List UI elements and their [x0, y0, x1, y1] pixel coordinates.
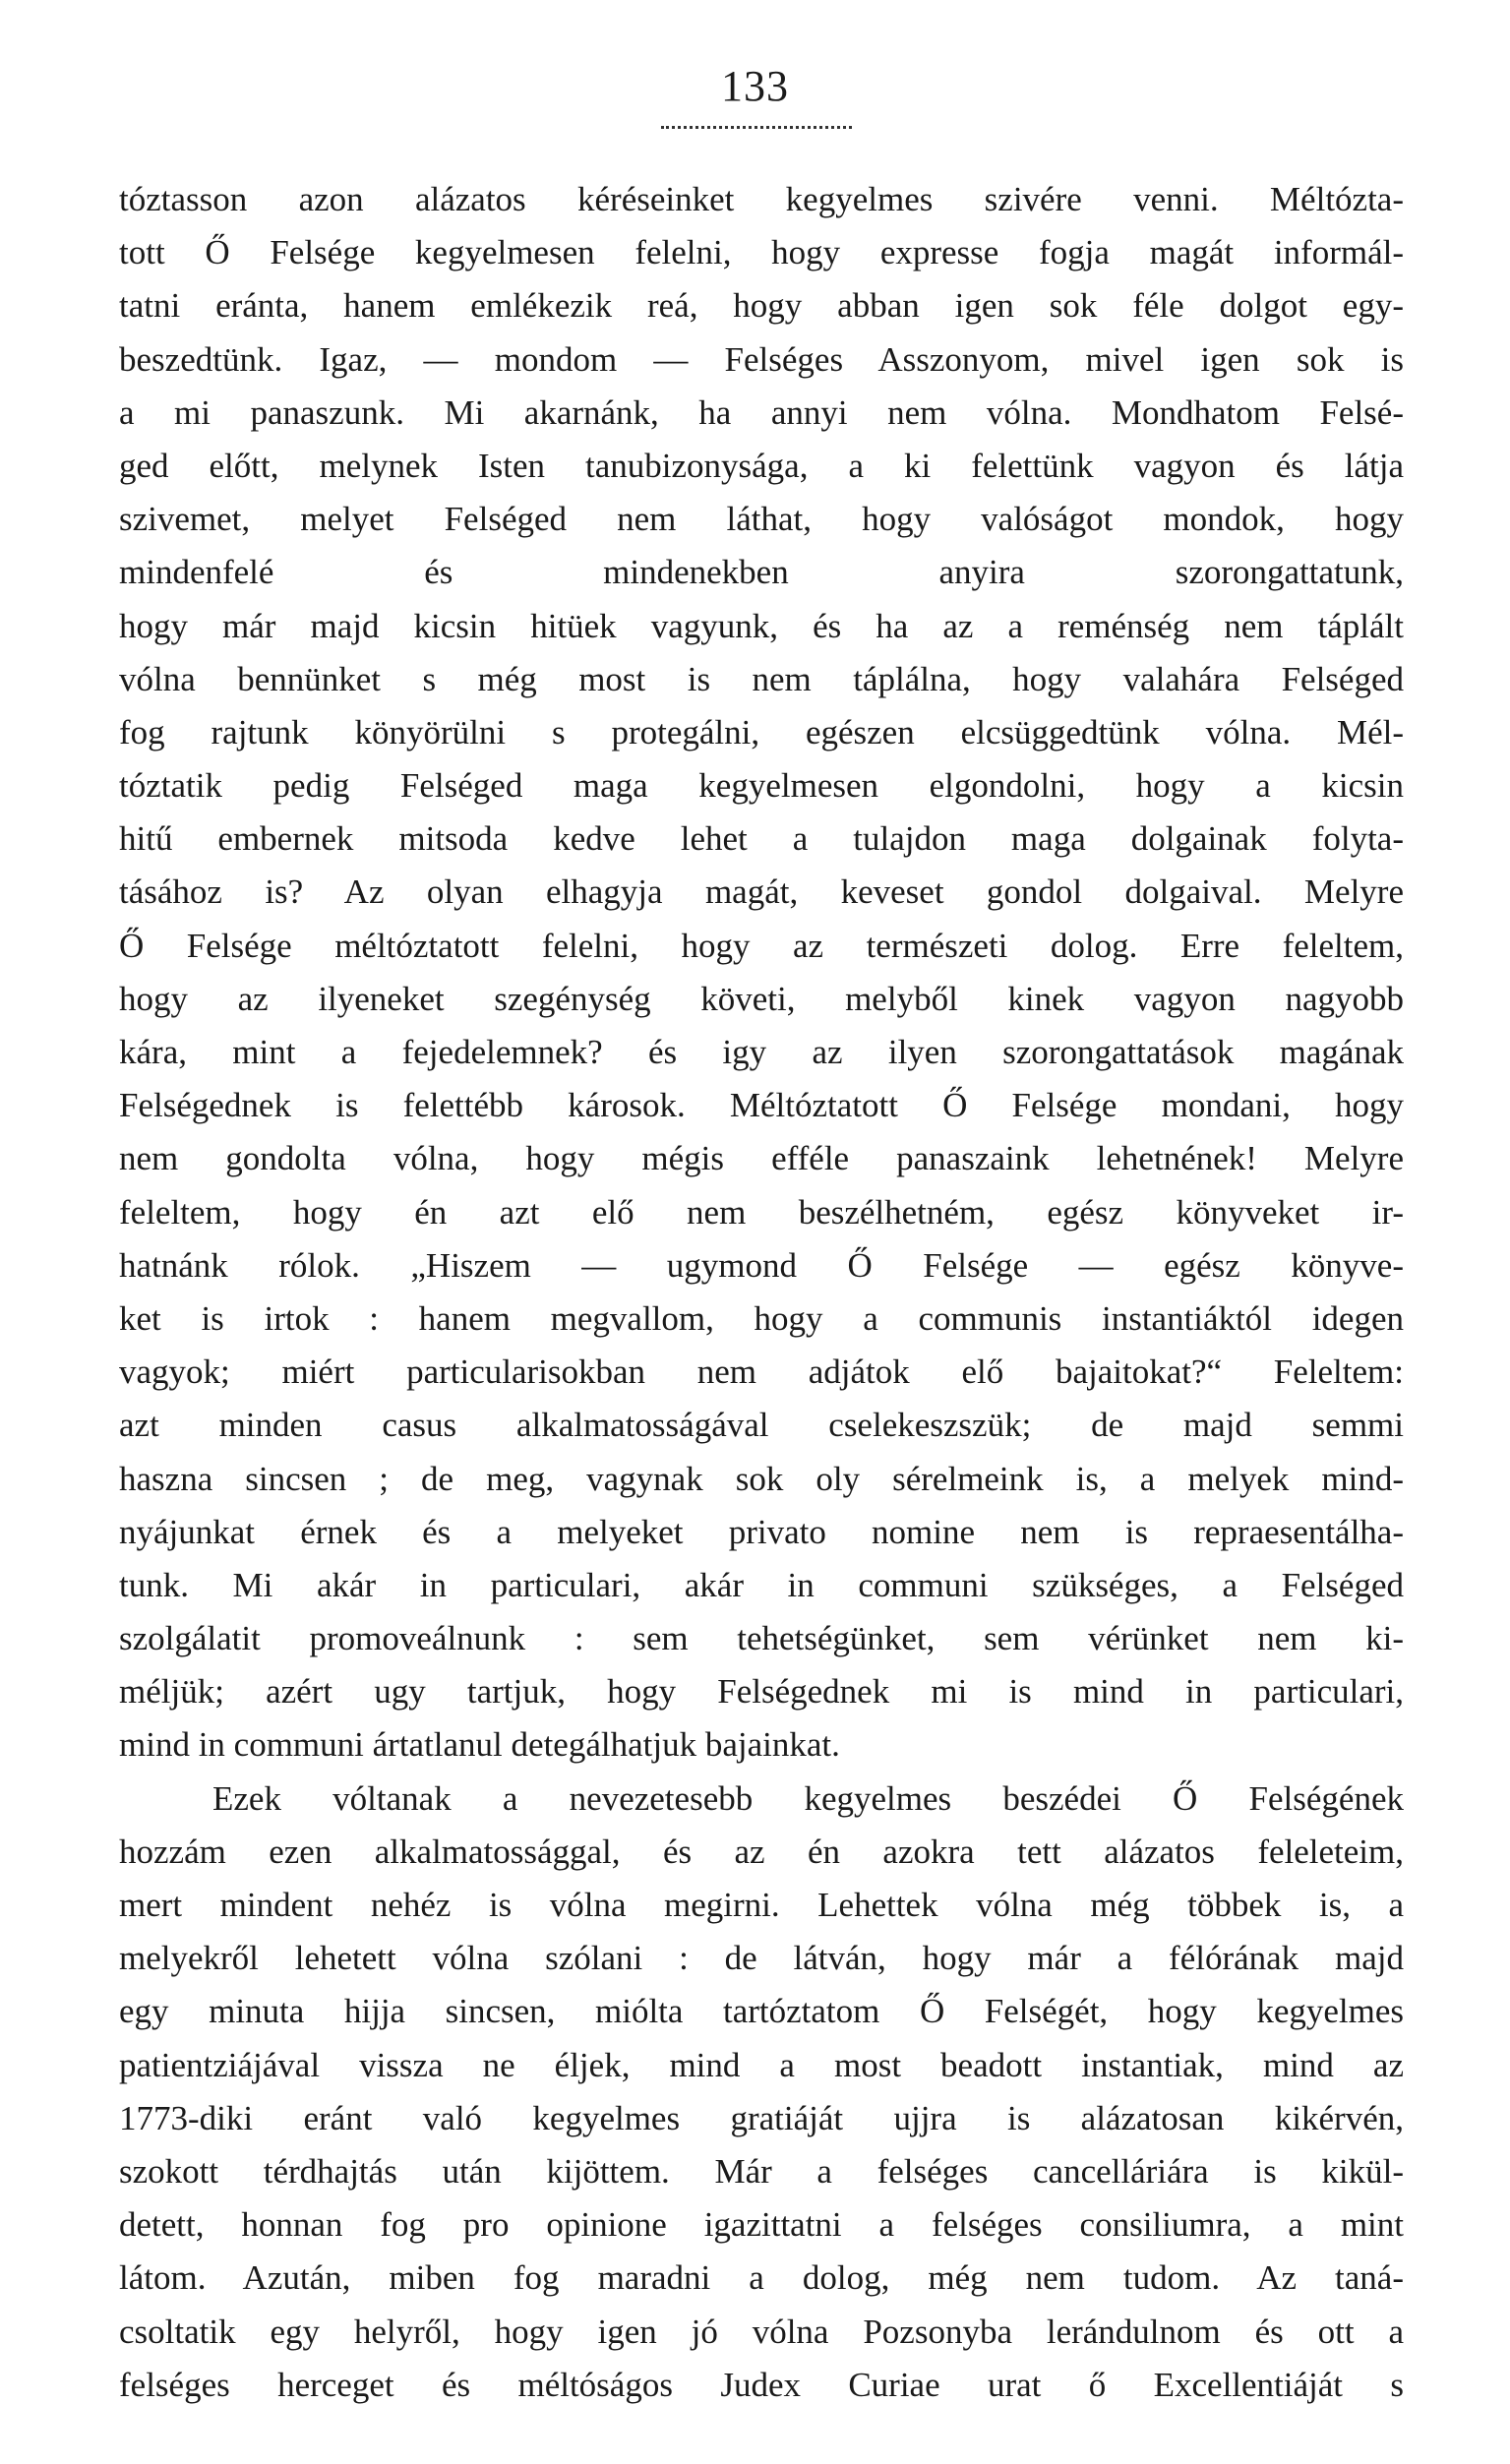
text-line: szokott térdhajtás után kijöttem. Már a felséges cancelláriára is kikül- [119, 2151, 1404, 2191]
text-line: vólna bennünket s még most is nem táplálna, hogy valahára Felséged [119, 659, 1404, 698]
text-line: feleltem, hogy én azt elő nem beszélhetném, egész könyveket ir- [119, 1192, 1404, 1232]
text-line: látom. Azután, miben fog maradni a dolog, még nem tudom. Az taná- [119, 2258, 1404, 2298]
paragraph-start-line: Ezek vóltanak a nevezetesebb kegyelmes beszédei Ő Felségének [212, 1778, 1404, 1818]
text-line: tunk. Mi akár in particulari, akár in communi szükséges, a Felséged [119, 1565, 1404, 1604]
body-text [119, 173, 1404, 2412]
paragraph-end-line: mind in communi ártatlanul detegálhatjuk bajainkat. [119, 1725, 840, 1765]
text-line: szolgálatit promoveálnunk : sem tehetségünket, sem vérünket nem ki- [119, 1619, 1404, 1658]
text-line: ket is irtok : hanem megvallom, hogy a communis instantiáktól idegen [119, 1298, 1404, 1338]
text-line: kára, mint a fejedelemnek? és igy az ilyen szorongattatások magának [119, 1033, 1404, 1071]
text-line: fog rajtunk könyörülni s protegálni, egészen elcsüggedtünk vólna. Mél- [119, 712, 1404, 751]
text-line: patientziájával vissza ne éljek, mind a most beadott instantiak, mind az [119, 2045, 1404, 2084]
text-line: Ő Felsége méltóztatott felelni, hogy az természeti dolog. Erre feleltem, [119, 926, 1404, 965]
text-line: tott Ő Felsége kegyelmesen felelni, hogy expresse fogja magát informál- [119, 233, 1404, 272]
text-line: vagyok; miért particularisokban nem adjátok elő bajaitokat?“ Feleltem: [119, 1352, 1404, 1392]
text-line: hitű embernek mitsoda kedve lehet a tulajdon maga dolgainak folyta- [119, 819, 1404, 859]
text-line: méljük; azért ugy tartjuk, hogy Felségednek mi is mind in particulari, [119, 1672, 1404, 1712]
text-line: hogy már majd kicsin hitüek vagyunk, és ha az a reménség nem táplált [119, 606, 1404, 645]
text-line: ged előtt, melynek Isten tanubizonysága, a ki felettünk vagyon és látja [119, 446, 1404, 485]
text-line: szivemet, melyet Felséged nem láthat, hogy valóságot mondok, hogy [119, 500, 1404, 539]
text-line: 1773-diki eránt való kegyelmes gratiáját ujjra is alázatosan kikérvén, [119, 2098, 1404, 2137]
text-line: tatni eránta, hanem emlékezik reá, hogy abban igen sok féle dolgot egy- [119, 286, 1404, 326]
text-line: nem gondolta vólna, hogy mégis efféle panaszaink lehetnének! Melyre [119, 1139, 1404, 1178]
text-line: a mi panaszunk. Mi akarnánk, ha annyi nem vólna. Mondhatom Felsé- [119, 392, 1404, 432]
text-line: detett, honnan fog pro opinione igazittatni a felséges consiliumra, a mint [119, 2205, 1404, 2245]
text-line: hogy az ilyeneket szegénység követi, melyből kinek vagyon nagyobb [119, 979, 1404, 1018]
text-line: tóztatik pedig Felséged maga kegyelmesen elgondolni, hogy a kicsin [119, 766, 1404, 806]
text-line: tásához is? Az olyan elhagyja magát, keveset gondol dolgaival. Melyre [119, 872, 1404, 912]
text-line: mert mindent nehéz is vólna megirni. Lehettek vólna még többek is, a [119, 1886, 1404, 1924]
text-line: csoltatik egy helyről, hogy igen jó vólna Pozsonyba lerándulnom és ott a [119, 2312, 1404, 2351]
page-number: 133 [721, 62, 789, 110]
text-line: haszna sincsen ; de meg, vagynak sok oly sérelmeink is, a melyek mind- [119, 1459, 1404, 1498]
text-line: azt minden casus alkalmatosságával cselekeszszük; de majd semmi [119, 1406, 1404, 1445]
text-line: hatnánk rólok. „Hiszem — ugymond Ő Felsége — egész könyve- [119, 1245, 1404, 1285]
text-line: Felségednek is felettébb károsok. Méltóztatott Ő Felsége mondani, hogy [119, 1086, 1404, 1125]
text-line: beszedtünk. Igaz, — mondom — Felséges Asszonyom, mivel igen sok is [119, 339, 1404, 379]
text-line: nyájunkat érnek és a melyeket privato nomine nem is repraesentálha- [119, 1512, 1404, 1551]
text-line: egy minuta hijja sincsen, miólta tartóztatom Ő Felségét, hogy kegyelmes [119, 1992, 1404, 2031]
text-line: melyekről lehetett vólna szólani : de látván, hogy már a félórának majd [119, 1939, 1404, 1978]
text-line: felséges herceget és méltóságos Judex Curiae urat ő Excellentiáját s [119, 2365, 1404, 2404]
text-line: hozzám ezen alkalmatossággal, és az én azokra tett alázatos feleleteim, [119, 1832, 1404, 1871]
page-number-underline [661, 120, 852, 129]
text-line: tóztasson azon alázatos kéréseinket kegyelmes szivére venni. Méltózta- [119, 180, 1404, 218]
text-line-spaced: mindenfelé és mindenekben anyira szorongattatunk, [119, 553, 1404, 592]
